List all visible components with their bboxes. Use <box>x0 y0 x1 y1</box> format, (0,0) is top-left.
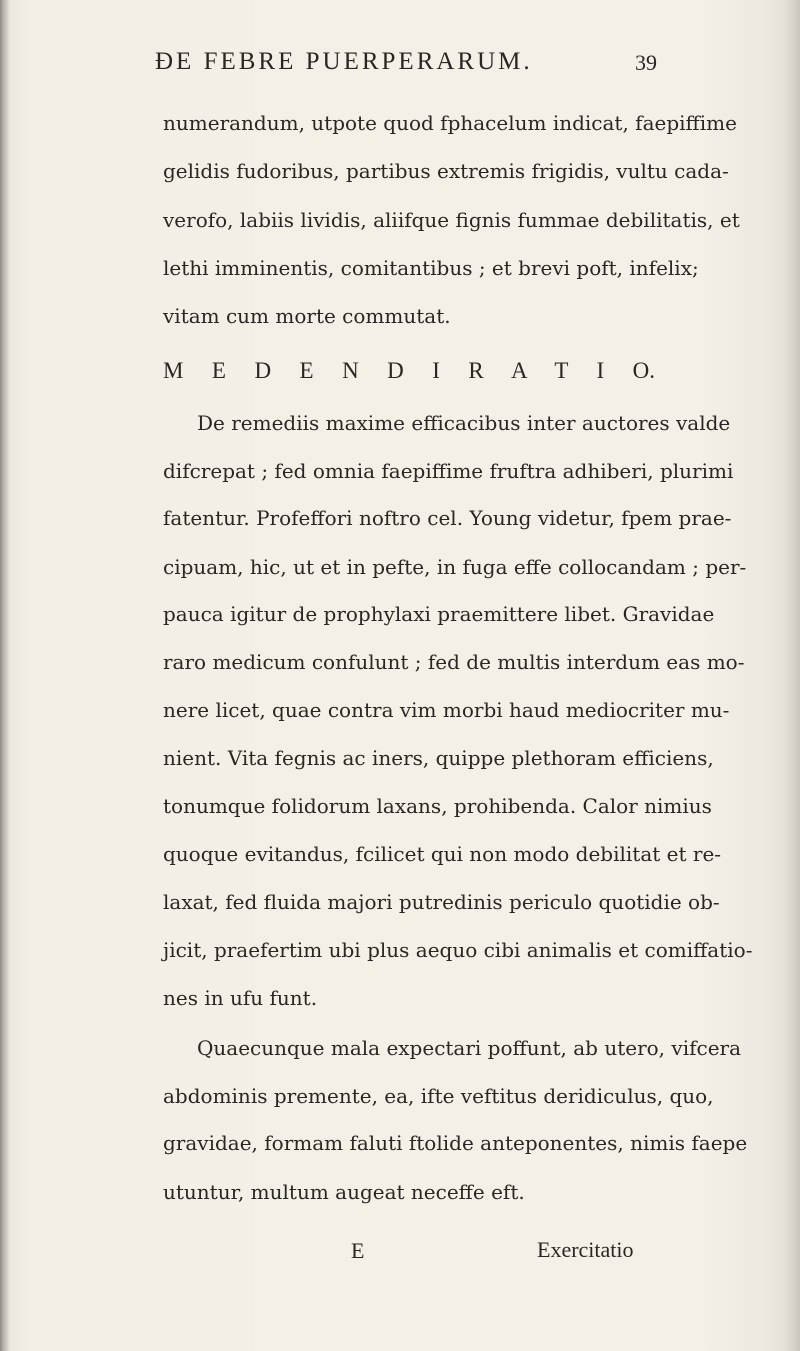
text-line: verofo, labiis lividis, aliifque fignis fummae debilitatis, et <box>163 208 740 232</box>
text-line: nient. Vita fegnis ac iners, quippe plethoram efficiens, <box>163 746 714 770</box>
text-line: gelidis fudoribus, partibus extremis frigidis, vultu cada- <box>163 159 729 183</box>
text-line: laxat, fed fluida majori putredinis periculo quotidie ob- <box>163 890 720 914</box>
text-line: nere licet, quae contra vim morbi haud mediocriter mu- <box>163 698 730 722</box>
text-line: cipuam, hic, ut et in pefte, in fuga effe collocandam ; per- <box>163 555 747 579</box>
text-line: fatentur. Profeffori noftro cel. Young videtur, fpem prae- <box>163 506 732 530</box>
section-heading: M E D E N D I R A T I O. <box>163 358 655 383</box>
text-line: tonumque folidorum laxans, prohibenda. Calor nimius <box>163 794 712 818</box>
text-line: lethi imminentis, comitantibus ; et brevi poft, infelix; <box>163 256 699 280</box>
page-number: 39 <box>635 50 657 75</box>
text-line: pauca igitur de prophylaxi praemittere libet. Gravidae <box>163 602 715 626</box>
paragraph-first-line: De remediis maxime efficacibus inter auctores valde <box>197 411 731 435</box>
binding-shadow <box>0 0 10 1351</box>
page-edge <box>786 0 800 1351</box>
text-line: utuntur, multum augeat neceffe eft. <box>163 1180 525 1204</box>
signature-mark: E <box>351 1238 365 1263</box>
text-line: quoque evitandus, fcilicet qui non modo debilitat et re- <box>163 842 722 866</box>
text-line: vitam cum morte commutat. <box>163 304 451 328</box>
text-line: abdominis premente, ea, ifte veftitus deridiculus, quo, <box>163 1084 714 1108</box>
text-line: raro medicum confulunt ; fed de multis interdum eas mo- <box>163 650 745 674</box>
text-line: numerandum, utpote quod fphacelum indicat, faepiffime <box>163 111 737 135</box>
text-line: difcrepat ; fed omnia faepiffime fruftra adhiberi, plurimi <box>163 459 734 483</box>
running-head: ÐE FEBRE PUERPERARUM. <box>155 48 533 75</box>
catchword: Exercitatio <box>537 1237 634 1262</box>
text-line: nes in ufu funt. <box>163 986 318 1010</box>
text-line: jicit, praefertim ubi plus aequo cibi animalis et comiffatio- <box>163 938 753 962</box>
paragraph-first-line: Quaecunque mala expectari poffunt, ab utero, vifcera <box>197 1036 742 1060</box>
text-line: gravidae, formam faluti ftolide anteponentes, nimis faepe <box>163 1131 748 1155</box>
